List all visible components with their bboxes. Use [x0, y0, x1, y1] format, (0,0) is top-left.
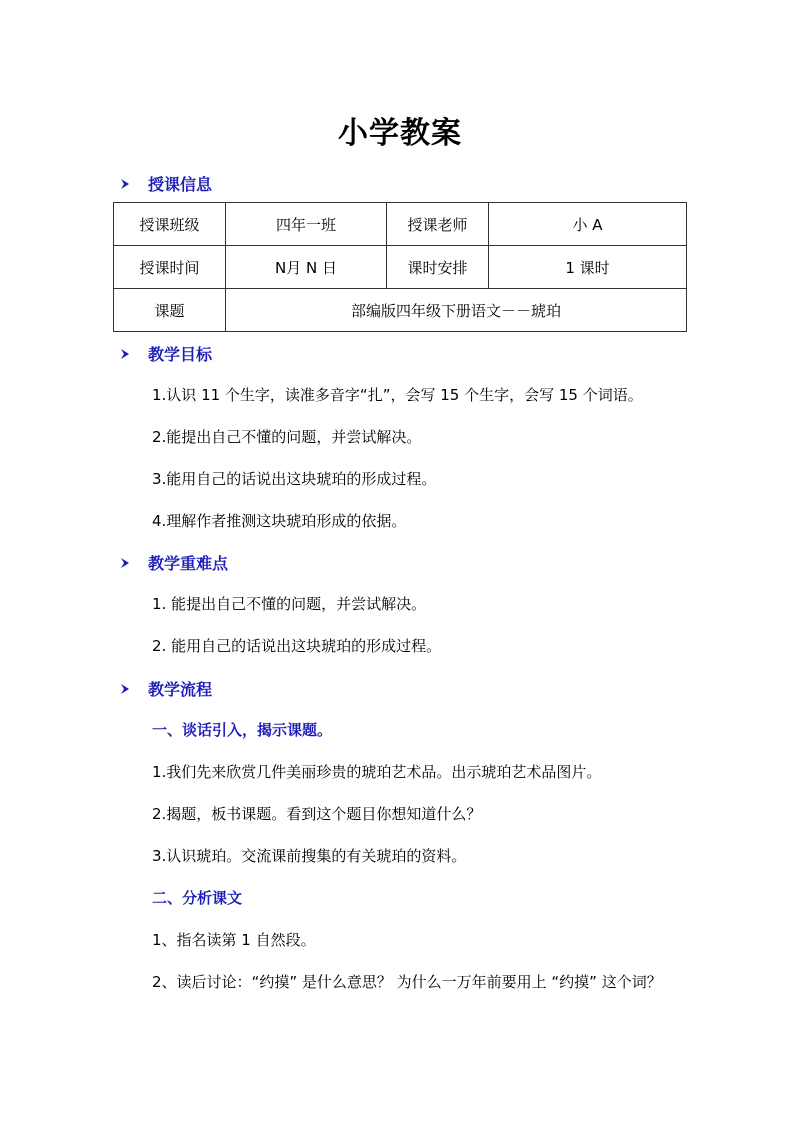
list-item: 1. 能提出自己不懂的问题，并尝试解决。 [152, 595, 427, 613]
table-cell: 授课班级 [114, 203, 226, 246]
list-item: 2、读后讨论：“约摸” 是什么意思？ 为什么一万年前要用上 “约摸” 这个词？ [152, 973, 662, 991]
page-title: 小学教案 [338, 116, 462, 151]
arrow-bullet-icon [118, 177, 132, 191]
table-row [114, 246, 687, 289]
table-row [114, 203, 687, 246]
subheading-part1: 一、谈话引入，揭示课题。 [152, 721, 333, 739]
list-item: 3.能用自己的话说出这块琥珀的形成过程。 [152, 470, 437, 488]
list-item: 2.揭题，板书课题。看到这个题目你想知道什么？ [152, 805, 482, 823]
info-table [113, 202, 687, 332]
list-item: 4.理解作者推测这块琥珀形成的依据。 [152, 512, 407, 530]
section-heading-info [118, 172, 212, 195]
section-heading-process [118, 677, 212, 700]
section-heading-label: 授课信息 [148, 175, 213, 194]
arrow-bullet-icon [118, 682, 132, 696]
table-row [114, 289, 687, 332]
section-heading-label: 教学流程 [148, 680, 213, 699]
section-heading-keypoints [118, 551, 228, 574]
arrow-bullet-icon [118, 347, 132, 361]
table-cell: 小 A [489, 203, 687, 246]
table-cell: 课时安排 [387, 246, 489, 289]
table-cell: N月 N 日 [226, 246, 387, 289]
list-item: 1、指名读第 1 自然段。 [152, 931, 316, 949]
section-heading-goals [118, 342, 212, 365]
list-item: 2.能提出自己不懂的问题，并尝试解决。 [152, 428, 422, 446]
arrow-bullet-icon [118, 556, 132, 570]
section-heading-label: 教学重难点 [148, 554, 229, 573]
subheading-part2: 二、分析课文 [152, 889, 243, 907]
table-cell: 课题 [114, 289, 226, 332]
table-cell: 授课时间 [114, 246, 226, 289]
section-heading-label: 教学目标 [148, 345, 213, 364]
list-item: 1.认识 11 个生字，读准多音字“扎”，会写 15 个生字，会写 15 个词语。 [152, 386, 643, 404]
table-cell: 1 课时 [489, 246, 687, 289]
table-cell: 授课老师 [387, 203, 489, 246]
list-item: 1.我们先来欣赏几件美丽珍贵的琥珀艺术品。出示琥珀艺术品图片。 [152, 763, 602, 781]
table-cell-topic: 部编版四年级下册语文－－琥珀 [226, 289, 687, 332]
list-item: 3.认识琥珀。交流课前搜集的有关琥珀的资料。 [152, 847, 467, 865]
list-item: 2. 能用自己的话说出这块琥珀的形成过程。 [152, 637, 442, 655]
table-cell: 四年一班 [226, 203, 387, 246]
